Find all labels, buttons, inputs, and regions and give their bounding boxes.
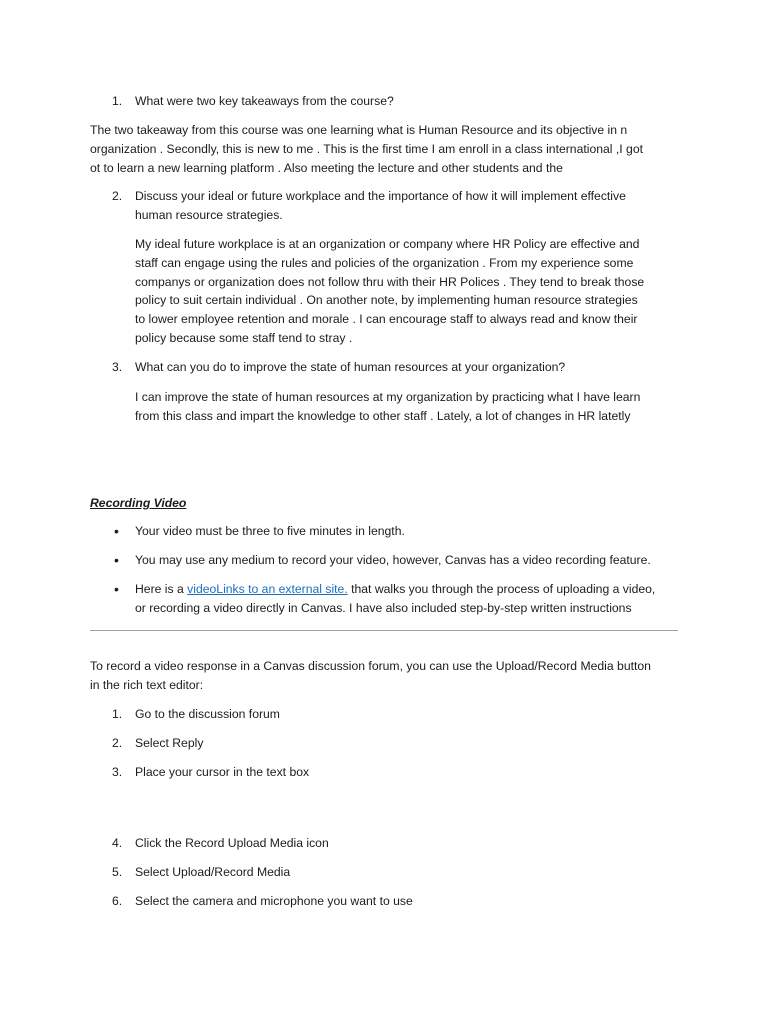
q1-number: 1. — [112, 94, 123, 108]
step-text: Select Reply — [135, 736, 204, 750]
bullet-link-suffix: that walks you through the process of uploading a video, — [347, 582, 656, 596]
step-text: Click the Record Upload Media icon — [135, 836, 329, 850]
q2-answer-line: to lower employee retention and morale . I can encourage staff to always read and know their — [135, 312, 638, 326]
q2-answer-line: policy because some staff tend to stray . — [135, 331, 353, 345]
q3-answer-line: from this class and impart the knowledge to other staff . Lately, a lot of changes in HR latetly — [135, 409, 631, 423]
q2-answer-line: policy to suit certain individual . On another note, by implementing human resource strategies — [135, 293, 638, 307]
bullet-link-prefix: Here is a — [135, 582, 188, 596]
bullet-item-with-link — [135, 580, 655, 599]
q1-question: What were two key takeaways from the course? — [135, 94, 394, 108]
bullet-item-continuation: or recording a video directly in Canvas. I have also included step-by-step written instructions — [135, 601, 632, 615]
horizontal-divider — [90, 630, 678, 631]
step-number: 1. — [112, 707, 123, 721]
step-text: Select Upload/Record Media — [135, 865, 291, 879]
step-text: Place your cursor in the text box — [135, 765, 310, 779]
step-number: 6. — [112, 894, 123, 908]
bullet-item: Your video must be three to five minutes in length. — [135, 524, 405, 538]
q1-answer-line: organization . Secondly, this is new to me . This is the first time I am enroll in a class international ,I got — [90, 142, 643, 156]
q3-question: What can you do to improve the state of human resources at your organization? — [135, 360, 566, 374]
q3-answer-line: I can improve the state of human resources at my organization by practicing what I have learn — [135, 390, 641, 404]
step-text: Go to the discussion forum — [135, 707, 280, 721]
step-number: 5. — [112, 865, 123, 879]
q2-answer-line: My ideal future workplace is at an organization or company where HR Policy are effective and — [135, 237, 640, 251]
step-number: 3. — [112, 765, 123, 779]
q3-number: 3. — [112, 360, 123, 374]
bullet-icon: • — [114, 523, 119, 539]
q1-answer-line: ot to learn a new learning platform . Also meeting the lecture and other students and the — [90, 161, 563, 175]
step-text: Select the camera and microphone you want to use — [135, 894, 413, 908]
q2-question-line: Discuss your ideal or future workplace and the importance of how it will implement effective — [135, 189, 626, 203]
recording-video-heading: Recording Video — [90, 496, 187, 510]
instructions-intro-line: in the rich text editor: — [90, 678, 204, 692]
q2-number: 2. — [112, 189, 123, 203]
video-link[interactable]: videoLinks to an external site. — [187, 582, 348, 596]
q1-answer-line: The two takeaway from this course was one learning what is Human Resource and its objective in n — [90, 123, 628, 137]
q2-question-line: human resource strategies. — [135, 208, 283, 222]
bullet-item: You may use any medium to record your video, however, Canvas has a video recording feature. — [135, 553, 651, 567]
step-number: 4. — [112, 836, 123, 850]
q2-answer-line: staff can engage using the rules and policies of the organization . From my experience some — [135, 256, 634, 270]
instructions-intro-line: To record a video response in a Canvas discussion forum, you can use the Upload/Record Media button — [90, 659, 651, 673]
bullet-icon: • — [114, 552, 119, 568]
q2-answer-line: companys or organization does not follow thru with their HR Polices . They tend to break those — [135, 275, 645, 289]
step-number: 2. — [112, 736, 123, 750]
bullet-icon: • — [114, 581, 119, 597]
